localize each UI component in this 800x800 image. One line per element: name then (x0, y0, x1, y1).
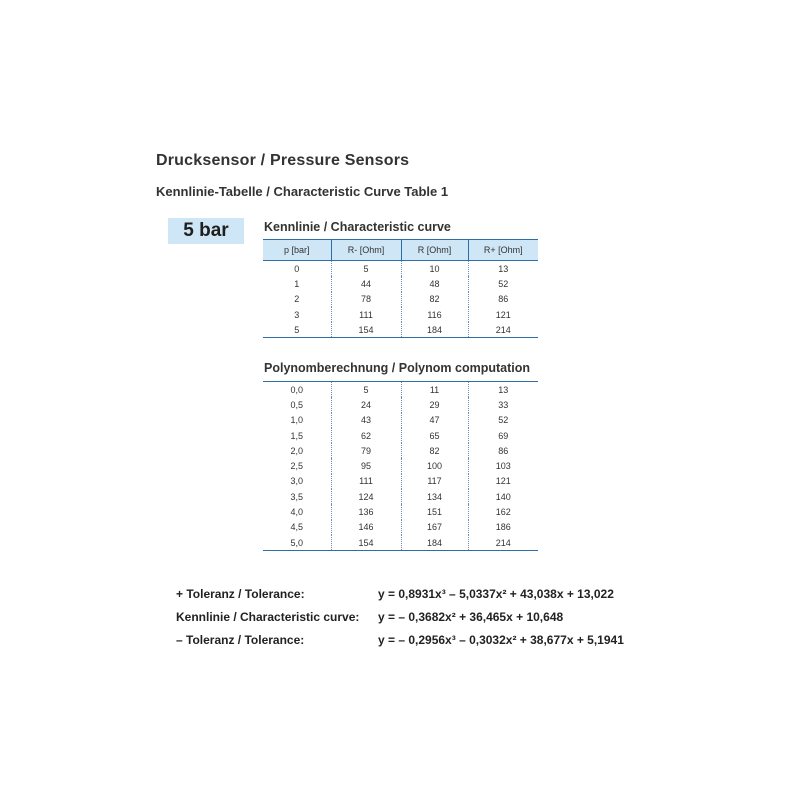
table-cell: 167 (401, 520, 468, 535)
table-cell: 5,0 (263, 535, 331, 551)
table-cell: 1,0 (290, 415, 303, 426)
table-cell: 3,5 (290, 491, 303, 502)
table-cell: 43 (331, 413, 401, 428)
table-cell: 111 (331, 307, 401, 322)
characteristic-curve-table (263, 239, 538, 338)
curve-table-title: Kennlinie / Characteristic curve (264, 220, 451, 234)
table-cell: 162 (468, 504, 538, 519)
table-cell: 82 (401, 292, 468, 307)
table-cell: 121 (468, 307, 538, 322)
table-cell: 2 (294, 294, 300, 305)
table-cell: 48 (401, 276, 468, 291)
poly-table-title: Polynomberechnung / Polynom computation (264, 361, 530, 375)
table-row (263, 458, 538, 473)
table-cell: 82 (401, 443, 468, 458)
table-cell: 24 (331, 397, 401, 412)
table-cell: 3 (294, 309, 300, 320)
table-cell: 86 (468, 292, 538, 307)
table-cell: 44 (331, 276, 401, 291)
page-subtitle: Kennlinie-Tabelle / Characteristic Curve Table 1 (156, 184, 449, 199)
table-cell: 117 (401, 474, 468, 489)
table-cell: 111 (331, 474, 401, 489)
table-cell: 2,0 (290, 445, 303, 456)
table-cell: 0 (294, 263, 300, 274)
table-cell: 1 (294, 278, 300, 289)
table-cell: 0,0 (263, 382, 331, 398)
table-cell: 13 (468, 261, 538, 277)
table-cell: 52 (468, 276, 538, 291)
table-cell: 13 (468, 382, 538, 398)
table-cell: 134 (401, 489, 468, 504)
table-cell: 146 (331, 520, 401, 535)
table-cell: 52 (468, 413, 538, 428)
table-cell: 140 (468, 489, 538, 504)
polynom-computation-table (263, 381, 538, 551)
table-cell: 3,0 (290, 476, 303, 487)
table-row (263, 292, 538, 307)
table-cell: 47 (401, 413, 468, 428)
table-cell: 4,0 (290, 507, 303, 518)
formula-row (176, 631, 624, 654)
table-cell: 11 (401, 382, 468, 398)
formula-label: Kennlinie / Characteristic curve: (176, 610, 360, 624)
formula-row (176, 608, 624, 631)
table-cell: 184 (401, 535, 468, 551)
table-cell: 184 (401, 322, 468, 338)
column-header: R [Ohm] (401, 240, 468, 261)
formula-label: + Toleranz / Tolerance: (176, 587, 305, 601)
table-row (263, 382, 538, 398)
table-row (263, 322, 538, 338)
table-row (263, 520, 538, 535)
table-row (263, 413, 538, 428)
table-row (263, 276, 538, 291)
table-cell: 2,5 (290, 461, 303, 472)
table-row (263, 489, 538, 504)
page-title: Drucksensor / Pressure Sensors (156, 152, 410, 169)
table-cell: 5 (331, 382, 401, 398)
formula-list (176, 585, 624, 654)
table-cell: 62 (331, 428, 401, 443)
column-header: p [bar] (263, 240, 331, 261)
table-cell: 5 (331, 261, 401, 277)
formula-row (176, 585, 624, 608)
table-cell: 69 (468, 428, 538, 443)
table-cell: 154 (331, 322, 401, 338)
table-row (263, 443, 538, 458)
table-cell: 154 (331, 535, 401, 551)
table-cell: 214 (468, 322, 538, 338)
table-cell: 116 (401, 307, 468, 322)
table-row (263, 397, 538, 412)
table-cell: 29 (401, 397, 468, 412)
table-cell: 0,5 (290, 399, 303, 410)
table-cell: 79 (331, 443, 401, 458)
table-cell: 100 (401, 458, 468, 473)
table-cell: 151 (401, 504, 468, 519)
table-cell: 214 (468, 535, 538, 551)
range-badge: 5 bar (168, 218, 244, 244)
table-cell: 5 (263, 322, 331, 338)
table-cell: 1,5 (290, 430, 303, 441)
column-header: R+ [Ohm] (468, 240, 538, 261)
table-row (263, 307, 538, 322)
table-row (263, 504, 538, 519)
formula-value: y = 0,8931x³ – 5,0337x² + 43,038x + 13,022 (378, 587, 614, 601)
table-header-row (263, 240, 538, 261)
column-header: R- [Ohm] (331, 240, 401, 261)
table-row (263, 428, 538, 443)
table-cell: 95 (331, 458, 401, 473)
table-cell: 103 (468, 458, 538, 473)
table-cell: 33 (468, 397, 538, 412)
table-cell: 65 (401, 428, 468, 443)
table-cell: 4,5 (290, 522, 303, 533)
table-row (263, 535, 538, 551)
table-cell: 136 (331, 504, 401, 519)
formula-label: – Toleranz / Tolerance: (176, 633, 305, 647)
formula-value: y = – 0,3682x² + 36,465x + 10,648 (378, 610, 564, 624)
table-cell: 78 (331, 292, 401, 307)
table-cell: 186 (468, 520, 538, 535)
formula-value: y = – 0,2956x³ – 0,3032x² + 38,677x + 5,1941 (378, 633, 624, 647)
table-cell: 86 (468, 443, 538, 458)
table-cell: 124 (331, 489, 401, 504)
table-cell: 121 (468, 474, 538, 489)
table-cell: 10 (401, 261, 468, 277)
table-row (263, 261, 538, 277)
table-row (263, 474, 538, 489)
